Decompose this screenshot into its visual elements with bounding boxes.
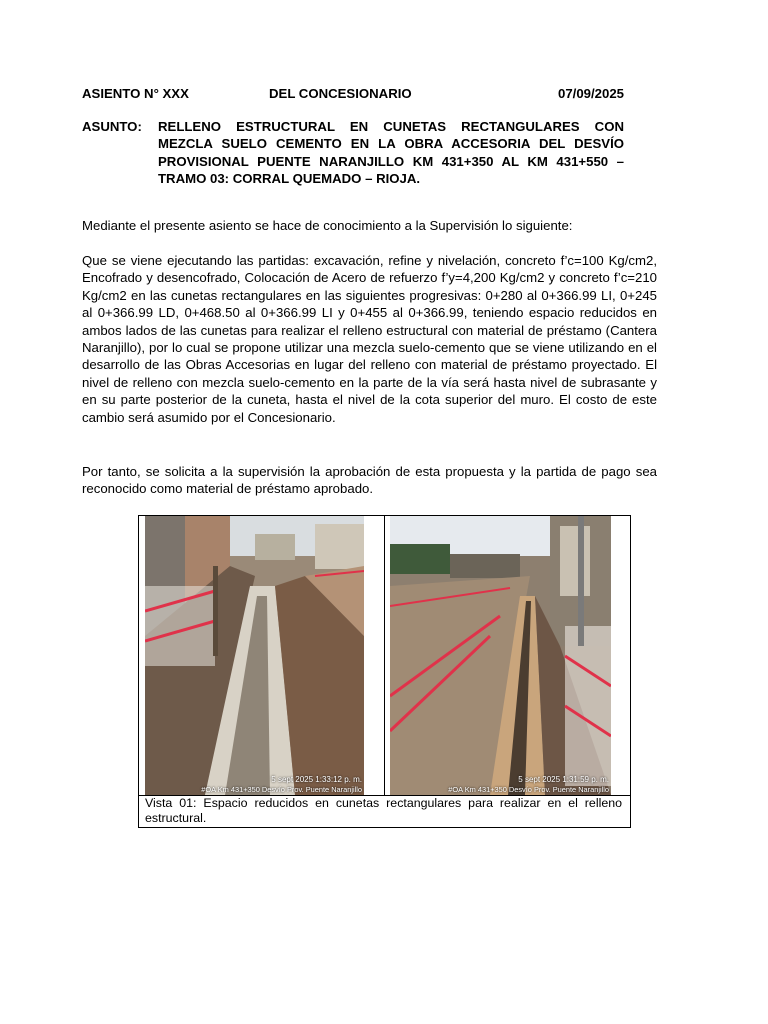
entry-date: 07/09/2025	[557, 86, 624, 101]
site-photo-left-image	[145, 516, 364, 795]
request-paragraph: Por tanto, se solicita a la supervisión la aprobación de esta propuesta y la partida de pago sea reconocido como material de préstamo aprobado.	[82, 464, 657, 497]
site-photo-left	[145, 516, 364, 795]
photo-left-timestamp: 5 sept 2025 1:33:12 p. m.	[271, 775, 362, 784]
subject-label: ASUNTO:	[82, 119, 142, 134]
photo-figure	[138, 515, 631, 828]
photos-row	[139, 516, 630, 796]
photo-left-location: #OA Km 431+350 Desvío Prov. Puente Naranjillo	[201, 785, 362, 794]
photo-right-timestamp: 5 sept 2025 1:31:59 p. m.	[518, 775, 609, 784]
figure-caption: Vista 01: Espacio reducidos en cunetas rectangulares para realizar en el relleno estructural.	[145, 796, 622, 825]
entry-number: ASIENTO N° XXX	[82, 86, 189, 101]
description-paragraph: Que se viene ejecutando las partidas: excavación, refine y nivelación, concreto f’c=100 Kg/cm2, Encofrado y desencofrado, Colocación de Acero de refuerzo f’y=4,200 Kg/cm2 y concreto f’c=210 Kg/cm2 en las cunetas rectangulares en las siguientes progresivas: 0+280 al 0+366.99 LI, 0+245 al 0+366.99 LD, 0+468.50 al 0+366.99 LI y 0+455 al 0+366.99, teniendo espacio reducidos en ambos lados de las cunetas para realizar el relleno estructural con material de préstamo (Cantera Naranjillo), por lo cual se propone utilizar una mezcla suelo-cemento que se viene utilizando en el desarrollo de las Obras Accesorias en lugar del relleno con material de préstamo proyectado. El nivel de relleno con mezcla suelo-cemento en la parte de la vía será hasta nivel de subrasante y en su parte posterior de la cuneta, hasta el nivel de la cota superior del muro. El costo de este cambio será asumido por el Concesionario.	[82, 253, 657, 425]
intro-paragraph: Mediante el presente asiento se hace de conocimiento a la Supervisión lo siguiente:	[82, 218, 573, 233]
site-photo-right	[390, 516, 611, 795]
photo-right-location: #OA Km 431+350 Desvío Prov. Puente Naranjillo	[448, 785, 609, 794]
site-photo-right-image	[390, 516, 611, 795]
subject-text: RELLENO ESTRUCTURAL EN CUNETAS RECTANGULARES CON MEZCLA SUELO CEMENTO EN LA OBRA ACCESORIA DEL DESVÍO PROVISIONAL PUENTE NARANJILLO KM 431+350 AL KM 431+550 – TRAMO 03: CORRAL QUEMADO – RIOJA.	[158, 119, 624, 187]
entry-header	[82, 86, 624, 104]
entry-author: DEL CONCESIONARIO	[269, 86, 412, 101]
photo-divider	[384, 516, 385, 795]
